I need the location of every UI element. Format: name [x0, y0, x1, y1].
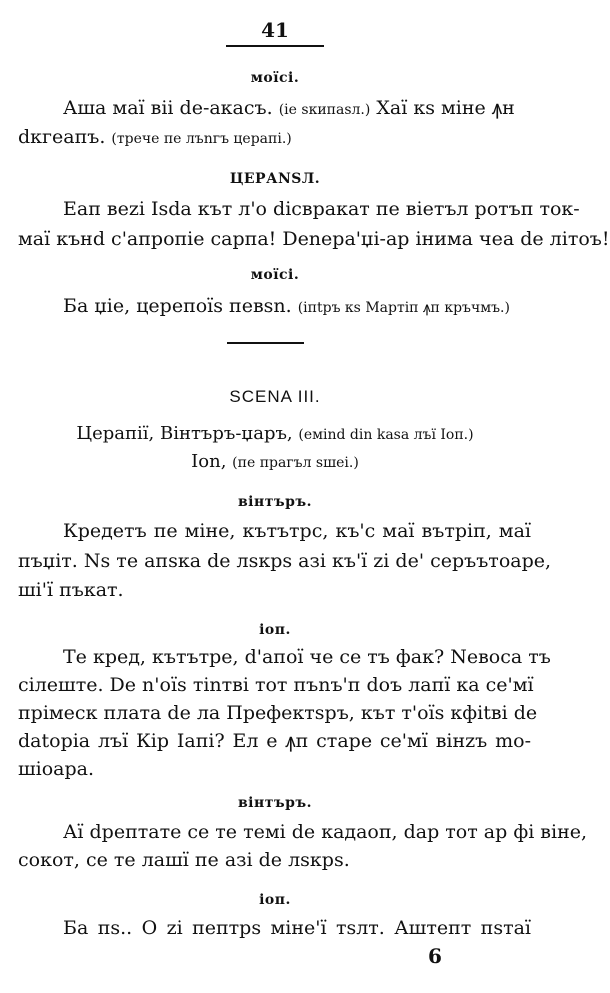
cast-names: Іоn,: [191, 451, 227, 472]
cast-line: [0, 451, 550, 472]
speaker-moisi-1: моїсі.: [250, 70, 300, 86]
dialogue-line: Еап веzi Іѕdа кът л'о dісвракат пе віетъл ротъп ток-: [63, 198, 580, 220]
stage-direction: (ie ѕкипаsл.): [278, 102, 371, 118]
cast-names: Церапії, Вінтъръ-џаръ,: [76, 423, 293, 444]
dialogue-line: Те кред, кътътре, d'апої че се тъ фак? Nевоса тъ: [63, 646, 551, 668]
stage-direction: (трече пе лъnгъ церапі.): [111, 131, 292, 147]
stage-direction: (іпtръ кѕ Мартіп ꙟп кръчмъ.): [297, 300, 510, 316]
dialogue-line: Ба пѕ.. О zi пептрѕ міне'ї тѕлт. Аштепт пѕтаї: [63, 917, 531, 939]
dialogue-line: Аї dрептате се те темі dе кадаоп, dар тот ар фі віне,: [63, 821, 588, 843]
speaker-vintar-2: вінтъръ.: [237, 795, 313, 811]
section-rule: [227, 342, 304, 344]
speaker-ceranul: ЦЕРАNЅЛ.: [229, 171, 321, 187]
signature-mark: 6: [428, 944, 442, 968]
speaker-ion-1: іоп.: [259, 622, 291, 638]
speaker-vintar-1: вінтъръ.: [237, 494, 313, 510]
speaker-ion-2: іоп.: [259, 892, 291, 908]
page-number: 41: [261, 18, 289, 42]
scene-heading: SCENA III.: [229, 387, 321, 406]
dialogue-line: прімеск плата dе ла Префектѕръ, кът т'оїѕ кфіtві dе: [18, 702, 538, 724]
dialogue-text: Аша маї віі de-акасъ.: [63, 97, 273, 119]
dialogue-line: Кредетъ пе міне, кътътрс, къ'с маї вътріп, маї: [63, 520, 531, 542]
cast-line: [0, 423, 550, 444]
dialogue-line: маї кънd с'апропіе сарпа! Dеnера'џі-ар інима чеа dе літоъ!: [18, 228, 610, 250]
dialogue-text: Ба џіе, церепоїѕ певѕn.: [63, 295, 292, 317]
speaker-moisi-2: моїсі.: [250, 267, 300, 283]
dialogue-line: [63, 96, 515, 122]
dialogue-line: ші'ї пъкат.: [18, 579, 124, 601]
stage-direction: (еміnd din kasa лъї Іоп.): [298, 427, 474, 443]
dialogue-line: datoрia лъї Кір Іапі? Ел е ꙟп старе се'мї вінzъ mo-: [18, 730, 531, 752]
dialogue-line: [18, 125, 292, 151]
dialogue-line: [63, 294, 510, 320]
stage-direction: (пе прагъл ѕшеі.): [232, 455, 359, 471]
dialogue-line: сілеште. De n'оїѕ тіnтві тот пъnъ'п dоъ лапї ка се'мї: [18, 674, 534, 696]
header-rule: [226, 45, 324, 47]
dialogue-line: сокот, се те лашї пе азі dе лѕкрѕ.: [18, 849, 350, 871]
dialogue-text: dкгеапъ.: [18, 126, 106, 148]
dialogue-line: шіоара.: [18, 758, 95, 780]
dialogue-line: пъџіт. Nѕ те апѕка dе лѕкрѕ азі къ'ї zі dе' серъътоаре,: [18, 550, 552, 572]
dialogue-text: Хаї кѕ міне ꙟн: [376, 97, 515, 119]
